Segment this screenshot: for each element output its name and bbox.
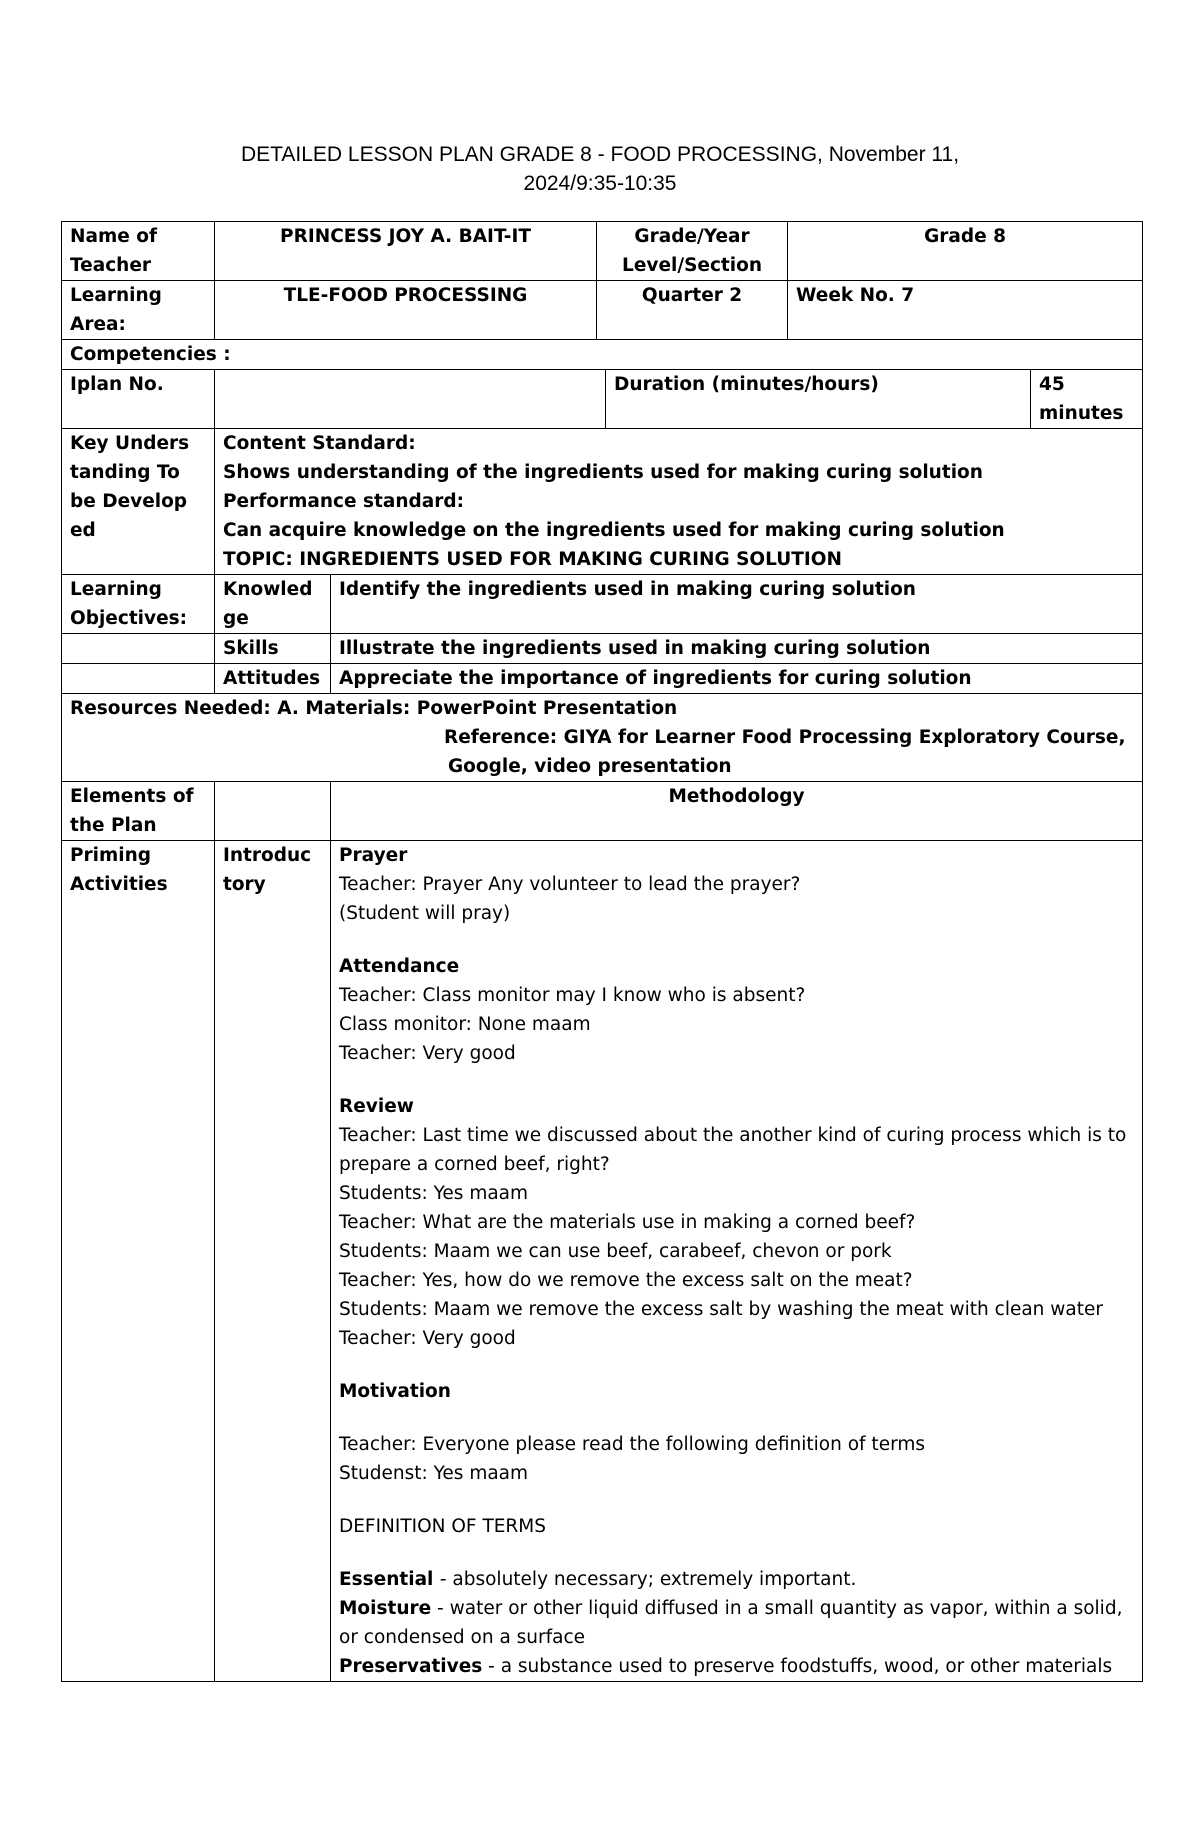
resources-row	[62, 694, 1143, 782]
review-line: Students: Yes maam	[339, 1183, 529, 1204]
objective-text-skills: Illustrate the ingredients used in making curing solution	[331, 634, 1143, 664]
review-heading: Review	[339, 1096, 414, 1117]
prayer-line: Teacher: Prayer Any volunteer to lead the prayer?	[339, 874, 801, 895]
key-understanding-label-text: Key Understanding To be Developed	[70, 433, 190, 541]
definition-text: - water or other liquid diffused in a small quantity as vapor, within a solid, or condensed on a surface	[339, 1598, 1123, 1648]
motivation-line: Teacher: Everyone please read the following definition of terms	[339, 1434, 926, 1455]
learning-area-value: TLE-FOOD PROCESSING	[215, 281, 597, 340]
definition-text: - absolutely necessary; extremely important.	[439, 1569, 857, 1590]
objective-text-attitudes: Appreciate the importance of ingredients for curing solution	[331, 664, 1143, 694]
definition-term: Preservatives	[339, 1656, 483, 1677]
definition-item	[339, 1594, 1134, 1652]
attendance-line: Teacher: Class monitor may I know who is absent?	[339, 985, 806, 1006]
topic-text: TOPIC: INGREDIENTS USED FOR MAKING CURING SOLUTION	[223, 549, 843, 570]
objective-row-attitudes	[62, 664, 1143, 694]
title-line-1: DETAILED LESSON PLAN GRADE 8 - FOOD PROCESSING, November 11,	[240, 143, 960, 166]
learning-area-row	[62, 281, 1143, 340]
motivation-line: Studenst: Yes maam	[339, 1463, 529, 1484]
prayer-line: (Student will pray)	[339, 903, 511, 924]
duration-label: Duration (minutes/hours)	[606, 370, 1031, 429]
competencies-label: Competencies :	[62, 340, 1143, 370]
priming-sub-label	[215, 841, 331, 1682]
teacher-row	[62, 222, 1143, 281]
teacher-label: Name of Teacher	[62, 222, 215, 281]
methodology-header: Methodology	[331, 782, 1143, 841]
objective-domain-attitudes: Attitudes	[215, 664, 331, 694]
definition-item	[339, 1652, 1134, 1681]
attendance-line: Class monitor: None maam	[339, 1014, 591, 1035]
review-line: Teacher: Yes, how do we remove the excess salt on the meat?	[339, 1270, 913, 1291]
grade-value: Grade 8	[788, 222, 1143, 281]
week-value: Week No. 7	[788, 281, 1143, 340]
key-understanding-row	[62, 429, 1143, 575]
resources-cell	[62, 694, 1143, 782]
iplan-row	[62, 370, 1143, 429]
competencies-row	[62, 340, 1143, 370]
content-standard-label: Content Standard:	[223, 433, 416, 454]
review-line: Students: Maam we can use beef, carabeef, chevon or pork	[339, 1241, 892, 1262]
teacher-name: PRINCESS JOY A. BAIT-IT	[215, 222, 597, 281]
objective-text-knowledge: Identify the ingredients used in making curing solution	[331, 575, 1143, 634]
performance-standard-text: Can acquire knowledge on the ingredients used for making curing solution	[223, 520, 1005, 541]
key-understanding-label	[62, 429, 215, 575]
lesson-plan-table	[61, 221, 1143, 1682]
quarter-value: Quarter 2	[597, 281, 788, 340]
attendance-line: Teacher: Very good	[339, 1043, 516, 1064]
priming-row	[62, 841, 1143, 1682]
review-line: Teacher: Last time we discussed about the another kind of curing process which is to prepare a corned beef, right?	[339, 1125, 1127, 1175]
key-understanding-content	[215, 429, 1143, 575]
title-line-2: 2024/9:35-10:35	[523, 172, 677, 195]
iplan-value	[215, 370, 606, 429]
objective-row-knowledge	[62, 575, 1143, 634]
performance-standard-label: Performance standard:	[223, 491, 464, 512]
objective-domain-knowledge-text: Knowledge	[223, 579, 313, 629]
grade-label: Grade/Year Level/Section	[597, 222, 788, 281]
resources-line-2: Reference: GIYA for Learner Food Processing Exploratory Course,	[444, 727, 1126, 748]
iplan-label: Iplan No.	[62, 370, 215, 429]
priming-label: Priming Activities	[62, 841, 215, 1682]
motivation-heading: Motivation	[339, 1381, 451, 1402]
objective-row-skills	[62, 634, 1143, 664]
definitions-heading: DEFINITION OF TERMS	[339, 1516, 546, 1537]
review-line: Teacher: What are the materials use in making a corned beef?	[339, 1212, 916, 1233]
priming-sub-label-text: Introductory	[223, 845, 312, 895]
priming-content	[331, 841, 1143, 1682]
objective-empty-cell	[62, 634, 215, 664]
definition-item	[339, 1565, 1134, 1594]
resources-line-3: Google, video presentation	[448, 756, 732, 777]
learning-area-label: Learning Area:	[62, 281, 215, 340]
content-standard-text: Shows understanding of the ingredients used for making curing solution	[223, 462, 983, 483]
definition-term: Essential	[339, 1569, 440, 1590]
learning-objectives-label: Learning Objectives:	[62, 575, 215, 634]
definition-text: - a substance used to preserve foodstuffs, wood, or other materials	[482, 1656, 1113, 1677]
attendance-heading: Attendance	[339, 956, 460, 977]
elements-row	[62, 782, 1143, 841]
objective-empty-cell	[62, 664, 215, 694]
definition-term: Moisture	[339, 1598, 432, 1619]
review-line: Students: Maam we remove the excess salt by washing the meat with clean water	[339, 1299, 1104, 1320]
objective-domain-knowledge	[215, 575, 331, 634]
resources-line-1: Resources Needed: A. Materials: PowerPoint Presentation	[70, 698, 678, 719]
elements-label: Elements of the Plan	[62, 782, 215, 841]
objective-domain-skills: Skills	[215, 634, 331, 664]
document-title	[100, 140, 1100, 198]
review-line: Teacher: Very good	[339, 1328, 516, 1349]
elements-empty-cell	[215, 782, 331, 841]
prayer-heading: Prayer	[339, 845, 408, 866]
duration-value: 45 minutes	[1031, 370, 1143, 429]
